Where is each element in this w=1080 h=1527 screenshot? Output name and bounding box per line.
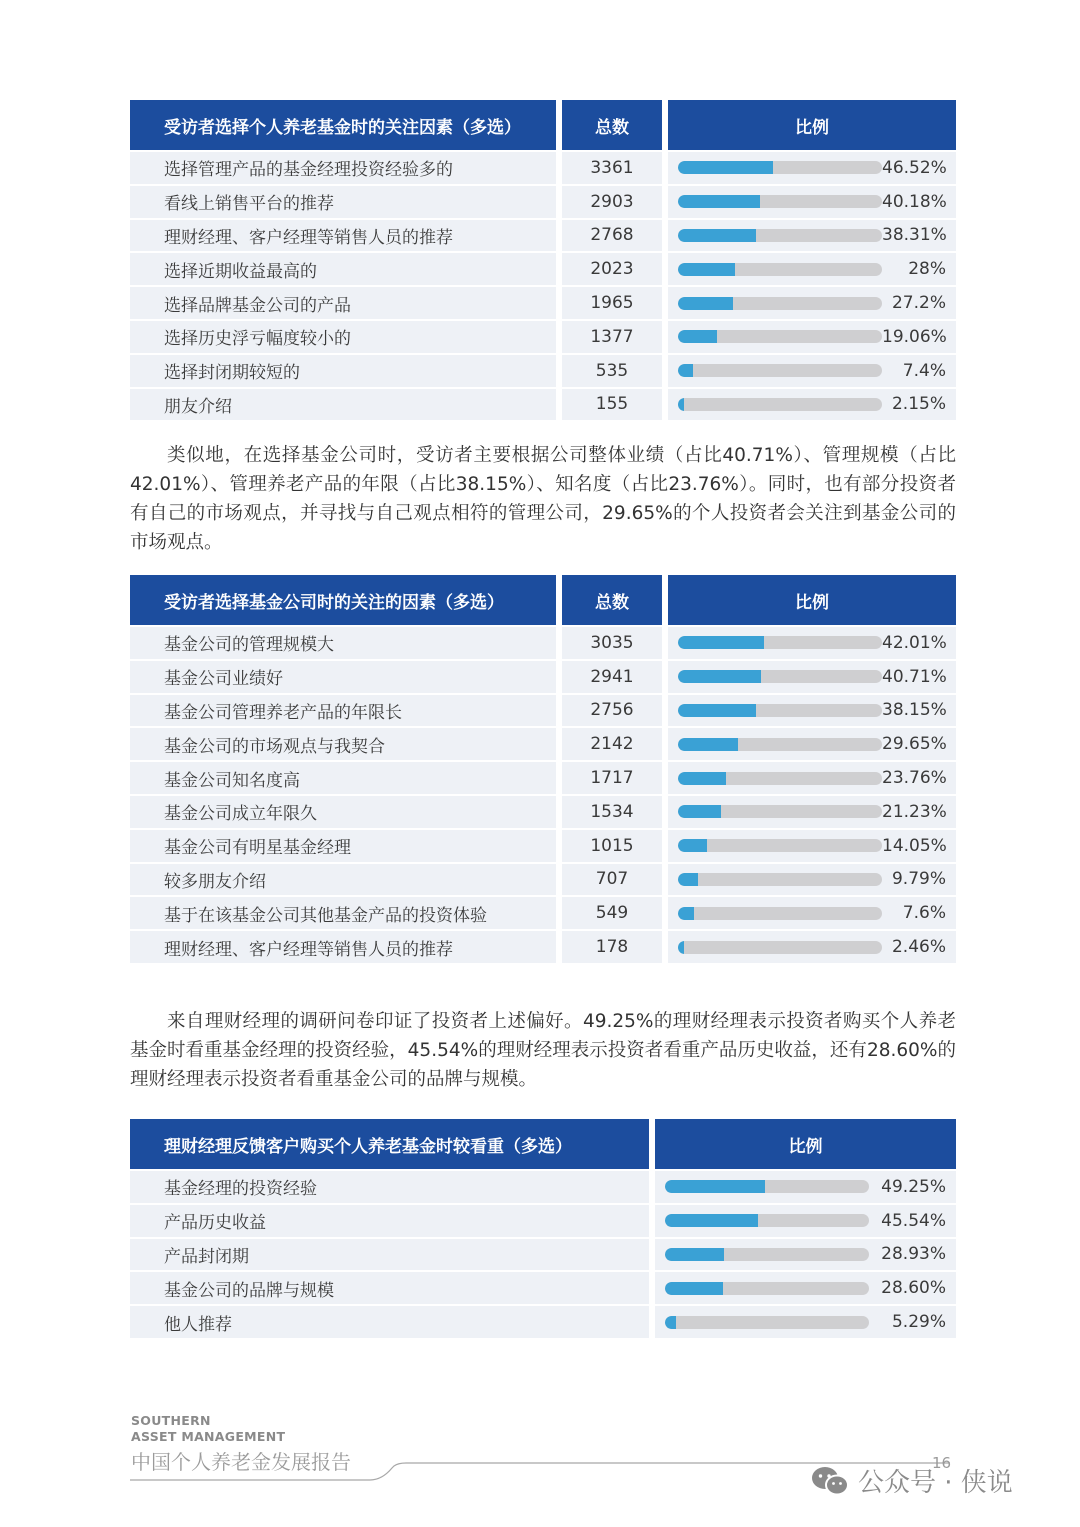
progress-bar [678,805,882,818]
row-count: 178 [562,931,662,963]
row-count: 2941 [562,661,662,693]
report-title: 中国个人养老金发展报告 [131,1450,351,1474]
header-ratio: 比例 [668,100,956,150]
progress-bar [678,229,882,242]
brand-line-2: ASSET MANAGEMENT [131,1429,286,1444]
row-label: 产品历史收益 [130,1205,649,1237]
header-ratio: 比例 [668,575,956,625]
percentage-value: 28.93% [881,1244,946,1265]
row-ratio [655,1306,956,1338]
row-label: 基金公司知名度高 [130,762,556,794]
table-row [130,728,956,760]
table-row [130,1306,956,1338]
paragraph-fund-company: 类似地，在选择基金公司时，受访者主要根据公司整体业绩（占比40.71%）、管理规模（占比42.01%）、管理养老产品的年限（占比38.15%）、知名度（占比23.76%）。同时，也有部分投资者有自己的市场观点，并寻找与自己观点相符的管理公司，29.65%的个人投资者会关注到基金公司的市场观点。 [130,445,956,553]
table-row [130,897,956,929]
row-ratio [668,897,956,929]
progress-bar [678,195,882,208]
watermark-text: 公众号 · 侠说 [858,1468,1013,1498]
wechat-icon [810,1465,850,1497]
row-ratio [668,695,956,727]
table-fund-company-factors [130,575,956,963]
table-header [130,1119,956,1169]
progress-fill [665,1316,676,1329]
header-factor: 理财经理反馈客户购买个人养老基金时较看重（多选） [130,1119,649,1169]
percentage-value: 40.71% [882,666,947,687]
progress-bar [678,398,882,411]
percentage-value: 38.15% [882,700,947,721]
row-ratio [668,661,956,693]
table-row [130,1171,956,1203]
row-count: 1534 [562,796,662,828]
row-count: 2756 [562,695,662,727]
table-row [130,1272,956,1304]
table-row [130,321,956,353]
row-ratio [668,830,956,862]
progress-fill [678,772,726,785]
percentage-value: 38.31% [882,225,947,246]
header-factor: 受访者选择个人养老基金时的关注因素（多选） [130,100,556,150]
row-label: 选择近期收益最高的 [130,253,556,285]
row-label: 朋友介绍 [130,389,556,421]
row-label: 选择品牌基金公司的产品 [130,287,556,319]
progress-fill [678,297,733,310]
row-label: 基金公司的品牌与规模 [130,1272,649,1304]
row-label: 选择管理产品的基金经理投资经验多的 [130,152,556,184]
row-label: 看线上销售平台的推荐 [130,186,556,218]
row-label: 基金公司成立年限久 [130,796,556,828]
progress-fill [678,941,684,954]
row-ratio [668,321,956,353]
row-label: 理财经理、客户经理等销售人员的推荐 [130,220,556,252]
table-row [130,287,956,319]
progress-bar [678,704,882,717]
row-ratio [668,389,956,421]
row-count: 2142 [562,728,662,760]
percentage-value: 7.4% [902,360,946,381]
progress-fill [678,805,721,818]
progress-bar [678,738,882,751]
row-ratio [668,728,956,760]
row-count: 549 [562,897,662,929]
progress-fill [678,738,738,751]
progress-bar [678,907,882,920]
table-row [130,830,956,862]
progress-fill [678,704,756,717]
row-label: 选择历史浮亏幅度较小的 [130,321,556,353]
row-label: 产品封闭期 [130,1239,649,1271]
row-label: 他人推荐 [130,1306,649,1338]
row-count: 1717 [562,762,662,794]
row-ratio [668,627,956,659]
percentage-value: 29.65% [882,734,947,755]
row-count: 707 [562,864,662,896]
progress-fill [665,1180,765,1193]
progress-fill [678,873,698,886]
progress-bar [678,330,882,343]
table-header [130,575,956,625]
percentage-value: 42.01% [882,632,947,653]
table-row [130,695,956,727]
percentage-value: 23.76% [882,768,947,789]
row-label: 选择封闭期较短的 [130,355,556,387]
table-row [130,931,956,963]
percentage-value: 21.23% [882,801,947,822]
progress-bar [678,263,882,276]
paragraph-wealth-manager: 来自理财经理的调研问卷印证了投资者上述偏好。49.25%的理财经理表示投资者购买个人养老基金时看重基金经理的投资经验，45.54%的理财经理表示投资者看重产品历史收益，还有28.60%的理财经理表示投资者看重基金公司的品牌与规模。 [130,1011,956,1090]
row-label: 基金公司有明星基金经理 [130,830,556,862]
progress-fill [678,263,735,276]
progress-fill [678,636,764,649]
row-ratio [668,355,956,387]
percentage-value: 27.2% [891,293,946,314]
watermark [810,1462,1013,1499]
row-count: 1965 [562,287,662,319]
row-label: 基于在该基金公司其他基金产品的投资体验 [130,897,556,929]
percentage-value: 14.05% [882,835,947,856]
row-label: 基金公司的管理规模大 [130,627,556,659]
row-label: 较多朋友介绍 [130,864,556,896]
progress-bar [678,941,882,954]
percentage-value: 49.25% [881,1176,946,1197]
row-count: 2023 [562,253,662,285]
progress-bar [678,636,882,649]
row-ratio [655,1272,956,1304]
progress-bar [678,364,882,377]
table-row [130,1205,956,1237]
table-row [130,186,956,218]
table-row [130,220,956,252]
row-label: 基金经理的投资经验 [130,1171,649,1203]
progress-fill [678,330,717,343]
progress-bar [678,670,882,683]
progress-fill [678,229,756,242]
progress-bar [678,772,882,785]
percentage-value: 28% [908,259,946,280]
row-ratio [655,1205,956,1237]
progress-bar [665,1180,869,1193]
percentage-value: 45.54% [881,1210,946,1231]
progress-fill [678,364,693,377]
row-ratio [668,762,956,794]
percentage-value: 46.52% [882,157,947,178]
row-count: 3361 [562,152,662,184]
progress-bar [665,1316,869,1329]
progress-fill [678,839,707,852]
brand-line-1: SOUTHERN [131,1413,211,1428]
percentage-value: 2.15% [891,394,946,415]
row-ratio [668,220,956,252]
table-row [130,152,956,184]
progress-fill [665,1282,723,1295]
header-ratio: 比例 [655,1119,956,1169]
percentage-value: 28.60% [881,1278,946,1299]
percentage-value: 19.06% [882,326,947,347]
progress-fill [678,670,761,683]
progress-fill [678,398,684,411]
percentage-value: 9.79% [891,869,946,890]
progress-fill [665,1214,758,1227]
progress-bar [665,1248,869,1261]
header-count: 总数 [562,100,662,150]
row-ratio [668,253,956,285]
row-ratio [655,1239,956,1271]
row-ratio [668,287,956,319]
progress-bar [665,1282,869,1295]
progress-bar [678,873,882,886]
row-count: 1377 [562,321,662,353]
table-wealth-manager-feedback [130,1119,956,1338]
table-row [130,796,956,828]
table-row [130,864,956,896]
progress-fill [665,1248,724,1261]
table-row [130,661,956,693]
header-count: 总数 [562,575,662,625]
percentage-value: 5.29% [891,1312,946,1333]
table-row [130,355,956,387]
progress-fill [678,161,773,174]
row-ratio [668,152,956,184]
table-row [130,253,956,285]
progress-bar [665,1214,869,1227]
progress-fill [678,907,694,920]
row-label: 理财经理、客户经理等销售人员的推荐 [130,931,556,963]
page-number: 16 [932,1454,952,1472]
table-fund-selection-factors [130,100,956,420]
row-count: 155 [562,389,662,421]
row-label: 基金公司业绩好 [130,661,556,693]
progress-fill [678,195,760,208]
table-row [130,627,956,659]
row-ratio [668,864,956,896]
progress-bar [678,297,882,310]
percentage-value: 40.18% [882,191,947,212]
row-count: 2768 [562,220,662,252]
table-row [130,389,956,421]
progress-bar [678,839,882,852]
row-ratio [668,186,956,218]
table-header [130,100,956,150]
row-label: 基金公司管理养老产品的年限长 [130,695,556,727]
row-count: 1015 [562,830,662,862]
percentage-value: 7.6% [902,903,946,924]
row-count: 535 [562,355,662,387]
row-count: 2903 [562,186,662,218]
header-factor: 受访者选择基金公司时的关注的因素（多选） [130,575,556,625]
row-label: 基金公司的市场观点与我契合 [130,728,556,760]
table-row [130,762,956,794]
table-row [130,1239,956,1271]
row-ratio [655,1171,956,1203]
percentage-value: 2.46% [891,937,946,958]
row-ratio [668,931,956,963]
progress-bar [678,161,882,174]
row-count: 3035 [562,627,662,659]
row-ratio [668,796,956,828]
